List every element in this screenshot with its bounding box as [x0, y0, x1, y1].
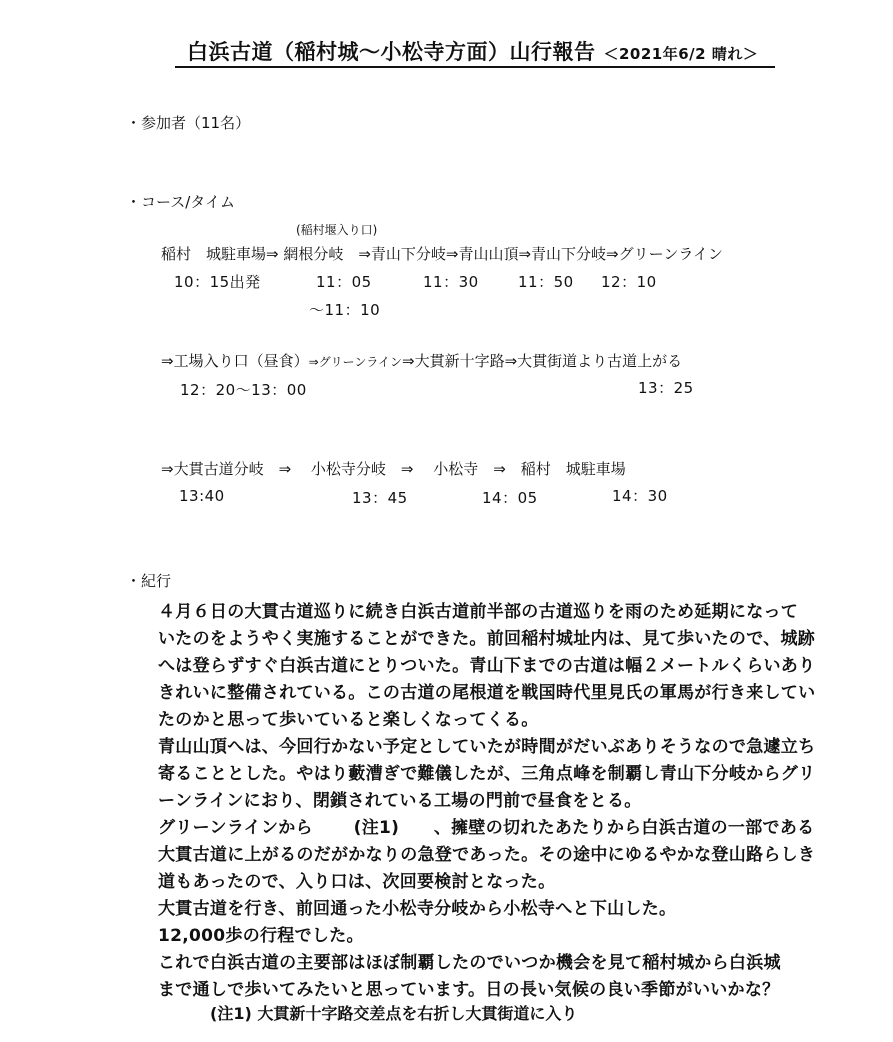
route-row-2: [161, 350, 682, 371]
route-row-2-a: ⇒工場入り口（昼食）: [161, 352, 309, 370]
body-line: 12,000歩の行程でした。: [158, 926, 364, 946]
time-komatsuji-junction: 13：45: [352, 489, 408, 507]
footnote: (注1) 大貫新十字路交差点を右折し大貫街道に入り: [210, 1004, 578, 1023]
time-aoyama-shita-1: 11：30: [423, 273, 479, 291]
title-underline: [175, 66, 775, 68]
time-onuki-kaido: 13：25: [638, 379, 694, 397]
time-aoyama-shita-2: 12：10: [601, 273, 657, 291]
time-amine-junction-end: ～11：10: [309, 301, 381, 319]
time-departure: 10：15出発: [174, 273, 261, 291]
route-row-2-c: ⇒大貫新十字路⇒大貫街道より古道上がる: [402, 352, 683, 370]
body-line: きれいに整備されている。この古道の尾根道を戦国時代里見氏の軍馬が行き来してい: [158, 683, 816, 703]
time-parking-return: 14：30: [612, 487, 668, 505]
body-line: ーンラインにおり、閉鎖されている工場の門前で昼食をとる。: [158, 791, 642, 811]
course-heading: ・コース/タイム: [126, 193, 236, 211]
page-title: [187, 36, 758, 66]
body-line: たのかと思って歩いていると楽しくなってくる。: [158, 710, 539, 730]
body-line: へは登らずすぐ白浜古道にとりついた。青山下までの古道は幅２メートルくらいあり: [158, 656, 816, 676]
time-aoyama-summit: 11：50: [518, 273, 574, 291]
body-line: 寄ることとした。やはり藪漕ぎで難儀したが、三角点峰を制覇し青山下分岐からグリ: [158, 764, 816, 784]
time-komatsuji: 14：05: [482, 489, 538, 507]
body-line: いたのをようやく実施することができた。前回稲村城址内は、見て歩いたので、城跡: [158, 629, 816, 649]
body-line: グリーンラインから (注1) 、擁壁の切れたあたりから白浜古道の一部である: [158, 818, 815, 838]
route-note-inamura-weir: (稲村堰入り口): [296, 223, 378, 237]
body-line: 青山山頂へは、今回行かない予定としていたが時間がだいぶありそうなので急遽立ち: [158, 737, 816, 757]
time-amine-junction: 11：05: [316, 273, 372, 291]
title-date: ＜2021年6/2 晴れ＞: [603, 45, 759, 63]
body-line: まで通しで歩いてみたいと思っています。日の長い気候の良い季節がいいかな？: [158, 980, 780, 1000]
body-line: これで白浜古道の主要部はほぼ制覇したのでいつか機会を見て稲村城から白浜城: [158, 953, 781, 973]
participants-line: ・参加者（11名）: [126, 114, 251, 132]
body-line: 大貫古道に上がるのだがかなりの急登であった。その途中にゆるやかな登山路らしき: [158, 845, 816, 865]
kiko-heading: ・紀行: [126, 572, 172, 590]
time-lunch: 12：20～13：00: [180, 381, 307, 399]
body-line: ４月６日の大貫古道巡りに続き白浜古道前半部の古道巡りを雨のため延期になって: [158, 602, 799, 622]
time-onuki-kodo-junction: 13:40: [179, 487, 225, 505]
route-row-2-b: ⇒グリーンライン: [308, 355, 403, 369]
title-text: 白浜古道（稲村城～小松寺方面）山行報告: [187, 40, 596, 64]
body-line: 大貫古道を行き、前回通った小松寺分岐から小松寺へと下山した。: [158, 899, 677, 919]
body-line: 道もあったので、入り口は、次回要検討となった。: [158, 872, 556, 892]
route-row-3: ⇒大貫古道分岐 ⇒ 小松寺分岐 ⇒ 小松寺 ⇒ 稲村 城駐車場: [161, 460, 626, 478]
route-row-1: 稲村 城駐車場⇒ 網根分岐 ⇒青山下分岐⇒青山山頂⇒青山下分岐⇒グリーンライン: [161, 245, 723, 263]
